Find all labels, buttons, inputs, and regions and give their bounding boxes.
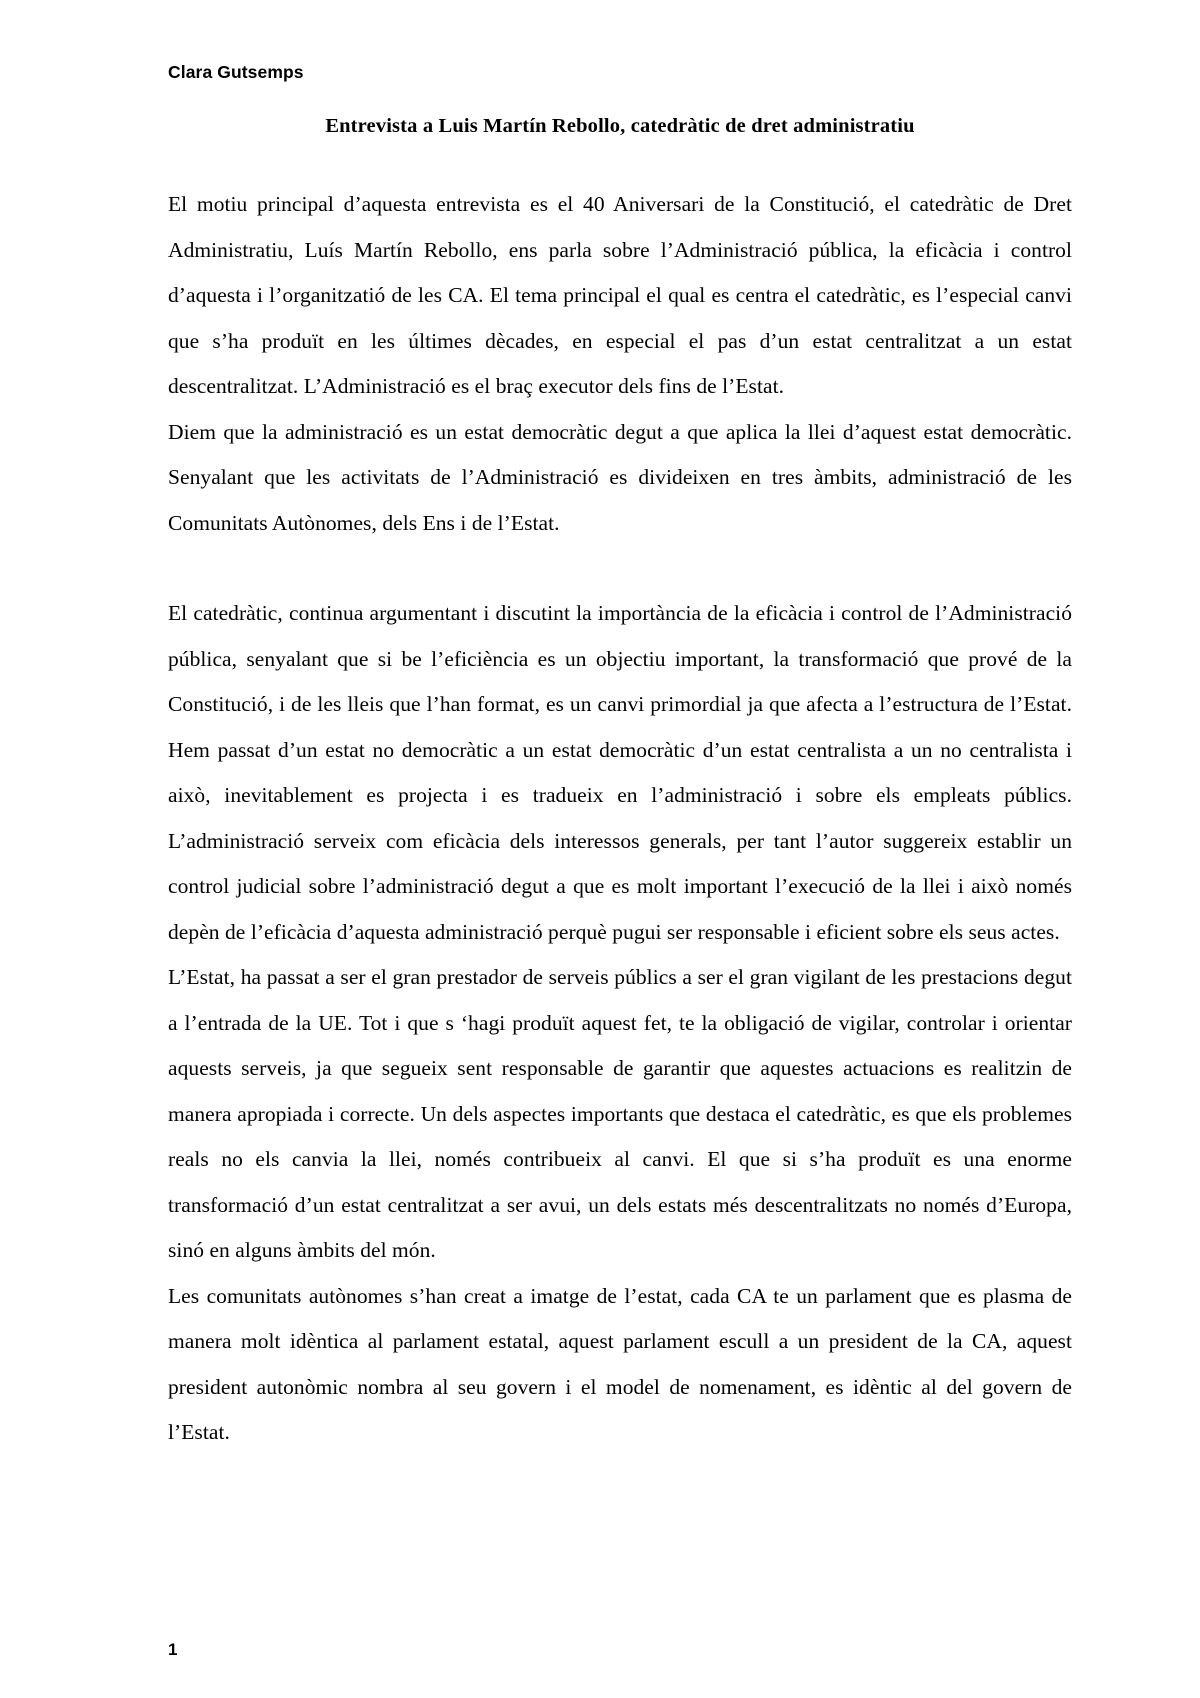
paragraph: Diem que la administració es un estat democràtic degut a que aplica la llei d’aquest estat democràtic. Senyalant que les activitats de l’Administració es divideixen en tres àmbits, administració de les Comunitats Autònomes, dels Ens i de l’Estat. (168, 419, 1072, 535)
author-name: Clara Gutsemps (168, 62, 304, 82)
page-number: 1 (168, 1640, 178, 1659)
paragraph: El catedràtic, continua argumentant i discutint la importància de la eficàcia i control de l’Administració pública, senyalant que si be l’eficiència es un objectiu important, la transformació que prové de la Constitució, i de les lleis que l’han format, es un canvi primordial ja que afecta a l’estructura de l’Estat. Hem passat d’un estat no democràtic a un estat democràtic d’un estat centralista a un no centralista i això, inevitablement es projecta i es tradueix en l’administració i sobre els empleats públics. L’administració serveix com eficàcia dels interessos generals, per tant l’autor suggereix establir un control judicial sobre l’administració degut a que es molt important l’execució de la llei i això només depèn de l’eficàcia d’aquesta administració perquè pugui ser responsable i eficient sobre els seus actes. (168, 601, 1072, 944)
paragraph: El motiu principal d’aquesta entrevista es el 40 Aniversari de la Constitució, el catedràtic de Dret Administratiu, Luís Martín Rebollo, ens parla sobre l’Administració pública, la eficàcia i control d’aquesta i l’organitzatió de les CA. El tema principal el qual es centra el catedràtic, es l’especial canvi que s’ha produït en les últimes dècades, en especial el pas d’un estat centralitzat a un estat descentralitzat. L’Administració es el braç executor dels fins de l’Estat. (168, 192, 1072, 398)
paragraph: L’Estat, ha passat a ser el gran prestador de serveis públics a ser el gran vigilant de les prestacions degut a l’entrada de la UE. Tot i que s ‘hagi produït aquest fet, te la obligació de vigilar, controlar i orientar aquests serveis, ja que segueix sent responsable de garantir que aquestes actuacions es realitzin de manera apropiada i correcte. Un dels aspectes importants que destaca el catedràtic, es que els problemes reals no els canvia la llei, només contribueix al canvi. El que si s’ha produït es una enorme transformació d’un estat centralitzat a ser avui, un dels estats més descentralitzats no només d’Europa, sinó en alguns àmbits del món. (168, 965, 1072, 1262)
paragraph: Les comunitats autònomes s’han creat a imatge de l’estat, cada CA te un parlament que es plasma de manera molt idèntica al parlament estatal, aquest parlament escull a un president de la CA, aquest president autonòmic nombra al seu govern i el model de nomenament, es idèntic al del govern de l’Estat. (168, 1283, 1072, 1444)
document-body (168, 182, 1072, 1456)
page-title: Entrevista a Luis Martín Rebollo, catedràtic de dret administratiu (325, 115, 915, 137)
